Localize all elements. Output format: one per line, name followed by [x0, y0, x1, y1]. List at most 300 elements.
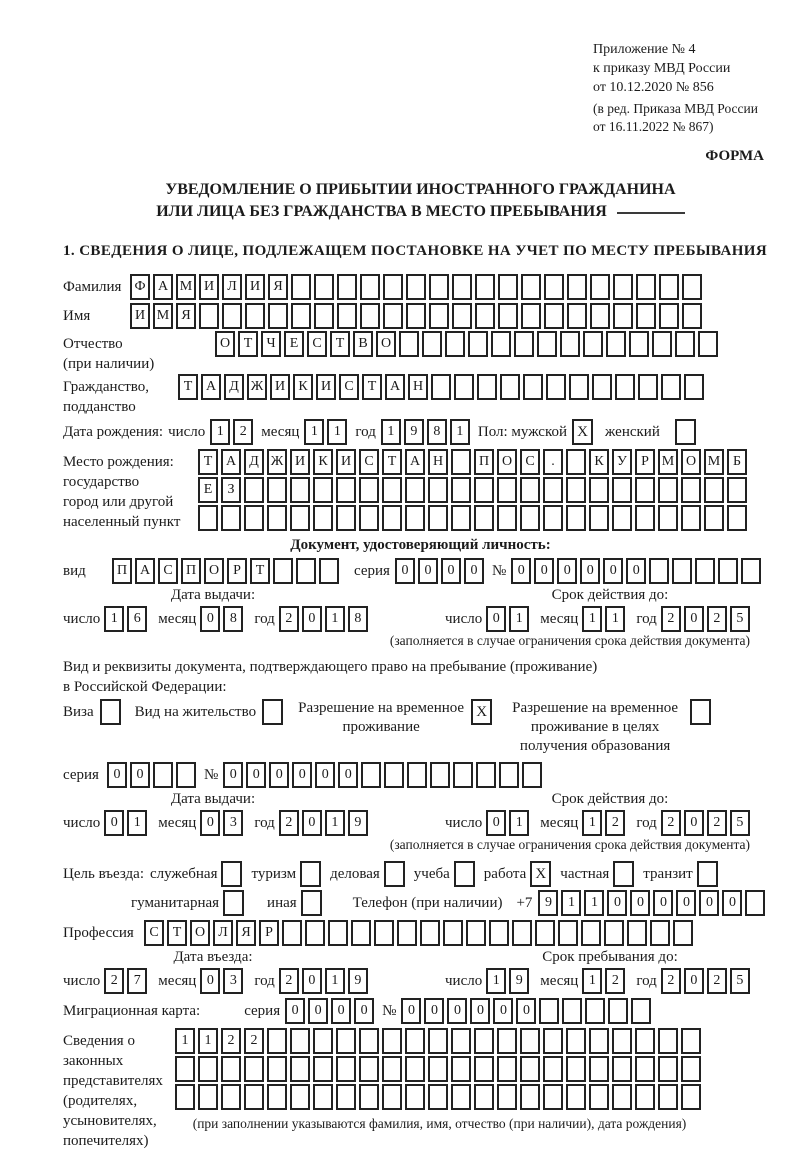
char-box[interactable]: А	[385, 374, 405, 400]
char-box[interactable]	[497, 1028, 517, 1054]
char-box[interactable]: 1	[486, 968, 506, 994]
char-box[interactable]	[468, 331, 488, 357]
char-box[interactable]	[650, 920, 670, 946]
char-box[interactable]: Е	[284, 331, 304, 357]
char-box[interactable]	[635, 1028, 655, 1054]
char-box[interactable]: М	[176, 274, 196, 300]
char-box[interactable]	[681, 505, 701, 531]
char-box[interactable]: 0	[470, 998, 490, 1024]
char-box[interactable]	[453, 762, 473, 788]
char-box[interactable]: 0	[580, 558, 600, 584]
char-box[interactable]	[659, 303, 679, 329]
char-box[interactable]: 9	[348, 968, 368, 994]
char-box[interactable]	[451, 1056, 471, 1082]
char-box[interactable]	[682, 303, 702, 329]
char-box[interactable]	[267, 1028, 287, 1054]
char-box[interactable]: С	[144, 920, 164, 946]
char-box[interactable]	[176, 762, 196, 788]
purpose-transit-checkbox[interactable]	[697, 861, 718, 887]
char-box[interactable]	[429, 274, 449, 300]
temp-residence-education-checkbox[interactable]	[690, 699, 711, 725]
char-box[interactable]	[451, 477, 471, 503]
char-box[interactable]: О	[204, 558, 224, 584]
char-box[interactable]	[589, 477, 609, 503]
char-box[interactable]: 0	[104, 810, 124, 836]
char-box[interactable]	[585, 998, 605, 1024]
char-box[interactable]: 0	[292, 762, 312, 788]
char-box[interactable]: И	[130, 303, 150, 329]
char-box[interactable]: 9	[538, 890, 558, 916]
char-box[interactable]	[359, 1084, 379, 1110]
char-box[interactable]	[489, 920, 509, 946]
char-box[interactable]	[452, 274, 472, 300]
char-box[interactable]	[658, 1084, 678, 1110]
char-box[interactable]	[244, 1056, 264, 1082]
char-box[interactable]: И	[245, 274, 265, 300]
char-box[interactable]: 0	[395, 558, 415, 584]
char-box[interactable]	[290, 1084, 310, 1110]
char-box[interactable]: О	[681, 449, 701, 475]
char-box[interactable]: У	[612, 449, 632, 475]
char-box[interactable]	[658, 1056, 678, 1082]
char-box[interactable]	[631, 998, 651, 1024]
char-box[interactable]	[475, 274, 495, 300]
char-box[interactable]: 0	[200, 968, 220, 994]
char-box[interactable]	[336, 1028, 356, 1054]
char-box[interactable]: 2	[244, 1028, 264, 1054]
char-box[interactable]	[430, 762, 450, 788]
char-box[interactable]	[612, 477, 632, 503]
char-box[interactable]: Я	[176, 303, 196, 329]
char-box[interactable]: А	[201, 374, 221, 400]
char-box[interactable]	[336, 477, 356, 503]
char-box[interactable]	[658, 1028, 678, 1054]
char-box[interactable]: 5	[730, 810, 750, 836]
char-box[interactable]	[499, 762, 519, 788]
char-box[interactable]: Н	[428, 449, 448, 475]
char-box[interactable]	[360, 303, 380, 329]
char-box[interactable]: 1	[561, 890, 581, 916]
char-box[interactable]	[383, 274, 403, 300]
char-box[interactable]	[428, 505, 448, 531]
char-box[interactable]	[592, 374, 612, 400]
char-box[interactable]: К	[293, 374, 313, 400]
char-box[interactable]	[543, 1056, 563, 1082]
char-box[interactable]: В	[353, 331, 373, 357]
char-box[interactable]	[360, 274, 380, 300]
char-box[interactable]: Т	[238, 331, 258, 357]
char-box[interactable]: 1	[198, 1028, 218, 1054]
title-blank-line[interactable]	[617, 212, 685, 214]
char-box[interactable]: Т	[167, 920, 187, 946]
char-box[interactable]: Я	[236, 920, 256, 946]
char-box[interactable]	[745, 890, 765, 916]
char-box[interactable]: Б	[727, 449, 747, 475]
char-box[interactable]	[382, 1028, 402, 1054]
char-box[interactable]	[635, 1056, 655, 1082]
purpose-official-checkbox[interactable]	[221, 861, 242, 887]
char-box[interactable]: С	[520, 449, 540, 475]
char-box[interactable]: 1	[605, 606, 625, 632]
char-box[interactable]: А	[221, 449, 241, 475]
char-box[interactable]	[245, 303, 265, 329]
char-box[interactable]: 1	[304, 419, 324, 445]
char-box[interactable]	[477, 374, 497, 400]
char-box[interactable]: 1	[381, 419, 401, 445]
char-box[interactable]: П	[181, 558, 201, 584]
char-box[interactable]	[659, 274, 679, 300]
char-box[interactable]	[608, 998, 628, 1024]
char-box[interactable]: 0	[447, 998, 467, 1024]
char-box[interactable]: Л	[222, 274, 242, 300]
char-box[interactable]: 0	[269, 762, 289, 788]
char-box[interactable]: 0	[331, 998, 351, 1024]
char-box[interactable]	[428, 1028, 448, 1054]
purpose-business-checkbox[interactable]	[384, 861, 405, 887]
char-box[interactable]: Т	[330, 331, 350, 357]
purpose-other-checkbox[interactable]	[301, 890, 322, 916]
char-box[interactable]	[267, 477, 287, 503]
char-box[interactable]: 6	[127, 606, 147, 632]
char-box[interactable]	[638, 374, 658, 400]
char-box[interactable]	[581, 920, 601, 946]
char-box[interactable]	[244, 1084, 264, 1110]
char-box[interactable]: С	[307, 331, 327, 357]
char-box[interactable]	[522, 762, 542, 788]
char-box[interactable]: М	[153, 303, 173, 329]
char-box[interactable]	[291, 274, 311, 300]
char-box[interactable]: 0	[223, 762, 243, 788]
char-box[interactable]	[567, 274, 587, 300]
char-box[interactable]: Р	[259, 920, 279, 946]
char-box[interactable]	[497, 505, 517, 531]
char-box[interactable]	[695, 558, 715, 584]
char-box[interactable]: 0	[418, 558, 438, 584]
char-box[interactable]	[359, 1028, 379, 1054]
char-box[interactable]	[612, 1084, 632, 1110]
char-box[interactable]	[498, 274, 518, 300]
char-box[interactable]	[535, 920, 555, 946]
char-box[interactable]	[406, 274, 426, 300]
char-box[interactable]: 0	[338, 762, 358, 788]
char-box[interactable]: А	[405, 449, 425, 475]
char-box[interactable]	[675, 331, 695, 357]
char-box[interactable]: 1	[509, 810, 529, 836]
char-box[interactable]: Л	[213, 920, 233, 946]
char-box[interactable]	[198, 1084, 218, 1110]
char-box[interactable]: 0	[107, 762, 127, 788]
char-box[interactable]	[290, 505, 310, 531]
char-box[interactable]	[198, 1056, 218, 1082]
char-box[interactable]	[268, 303, 288, 329]
char-box[interactable]	[314, 303, 334, 329]
char-box[interactable]: 2	[104, 968, 124, 994]
char-box[interactable]: Н	[408, 374, 428, 400]
char-box[interactable]: 0	[401, 998, 421, 1024]
char-box[interactable]	[567, 303, 587, 329]
char-box[interactable]	[314, 274, 334, 300]
char-box[interactable]: 5	[730, 606, 750, 632]
char-box[interactable]	[520, 1056, 540, 1082]
char-box[interactable]	[244, 477, 264, 503]
char-box[interactable]	[222, 303, 242, 329]
purpose-tourism-checkbox[interactable]	[300, 861, 321, 887]
char-box[interactable]	[337, 303, 357, 329]
char-box[interactable]: 0	[424, 998, 444, 1024]
char-box[interactable]	[431, 374, 451, 400]
char-box[interactable]	[562, 998, 582, 1024]
char-box[interactable]	[359, 1056, 379, 1082]
char-box[interactable]	[383, 303, 403, 329]
char-box[interactable]: 1	[104, 606, 124, 632]
char-box[interactable]: 2	[707, 606, 727, 632]
char-box[interactable]	[475, 303, 495, 329]
char-box[interactable]	[566, 1056, 586, 1082]
char-box[interactable]	[612, 1056, 632, 1082]
char-box[interactable]	[351, 920, 371, 946]
char-box[interactable]	[491, 331, 511, 357]
char-box[interactable]: И	[336, 449, 356, 475]
char-box[interactable]	[406, 303, 426, 329]
char-box[interactable]	[520, 477, 540, 503]
char-box[interactable]	[539, 998, 559, 1024]
char-box[interactable]: 0	[534, 558, 554, 584]
char-box[interactable]: 2	[707, 810, 727, 836]
char-box[interactable]	[543, 1028, 563, 1054]
char-box[interactable]: 2	[279, 968, 299, 994]
purpose-private-checkbox[interactable]	[613, 861, 634, 887]
char-box[interactable]	[512, 920, 532, 946]
char-box[interactable]	[399, 331, 419, 357]
char-box[interactable]	[497, 477, 517, 503]
char-box[interactable]	[658, 505, 678, 531]
char-box[interactable]: 2	[279, 810, 299, 836]
char-box[interactable]: М	[658, 449, 678, 475]
char-box[interactable]	[273, 558, 293, 584]
char-box[interactable]	[422, 331, 442, 357]
char-box[interactable]	[569, 374, 589, 400]
char-box[interactable]	[313, 505, 333, 531]
char-box[interactable]	[635, 477, 655, 503]
char-box[interactable]: О	[190, 920, 210, 946]
char-box[interactable]	[661, 374, 681, 400]
char-box[interactable]	[397, 920, 417, 946]
char-box[interactable]	[672, 558, 692, 584]
char-box[interactable]: Ж	[267, 449, 287, 475]
char-box[interactable]: 2	[605, 810, 625, 836]
char-box[interactable]: 0	[557, 558, 577, 584]
char-box[interactable]: 0	[684, 606, 704, 632]
char-box[interactable]: С	[359, 449, 379, 475]
char-box[interactable]: 8	[427, 419, 447, 445]
char-box[interactable]: 0	[130, 762, 150, 788]
char-box[interactable]	[589, 1028, 609, 1054]
char-box[interactable]	[727, 505, 747, 531]
char-box[interactable]: Т	[362, 374, 382, 400]
char-box[interactable]: 0	[200, 606, 220, 632]
char-box[interactable]	[649, 558, 669, 584]
char-box[interactable]	[520, 505, 540, 531]
char-box[interactable]: И	[270, 374, 290, 400]
char-box[interactable]	[198, 505, 218, 531]
char-box[interactable]: 0	[354, 998, 374, 1024]
char-box[interactable]	[290, 1056, 310, 1082]
char-box[interactable]	[267, 1084, 287, 1110]
char-box[interactable]	[451, 505, 471, 531]
char-box[interactable]	[405, 1028, 425, 1054]
char-box[interactable]	[583, 331, 603, 357]
char-box[interactable]	[382, 477, 402, 503]
char-box[interactable]	[319, 558, 339, 584]
char-box[interactable]: 0	[684, 968, 704, 994]
char-box[interactable]: 1	[210, 419, 230, 445]
char-box[interactable]	[313, 477, 333, 503]
char-box[interactable]	[382, 505, 402, 531]
char-box[interactable]	[153, 762, 173, 788]
char-box[interactable]: 2	[279, 606, 299, 632]
char-box[interactable]	[221, 505, 241, 531]
gender-male-checkbox[interactable]: X	[572, 419, 593, 445]
char-box[interactable]: 2	[707, 968, 727, 994]
char-box[interactable]: 0	[315, 762, 335, 788]
char-box[interactable]: .	[543, 449, 563, 475]
char-box[interactable]	[474, 1056, 494, 1082]
char-box[interactable]	[336, 505, 356, 531]
visa-checkbox[interactable]	[100, 699, 121, 725]
char-box[interactable]	[543, 477, 563, 503]
char-box[interactable]: 0	[200, 810, 220, 836]
char-box[interactable]	[558, 920, 578, 946]
char-box[interactable]: С	[339, 374, 359, 400]
char-box[interactable]: 3	[223, 968, 243, 994]
char-box[interactable]	[590, 303, 610, 329]
char-box[interactable]	[474, 1084, 494, 1110]
char-box[interactable]	[652, 331, 672, 357]
char-box[interactable]	[328, 920, 348, 946]
char-box[interactable]	[336, 1084, 356, 1110]
char-box[interactable]	[612, 505, 632, 531]
char-box[interactable]	[566, 1028, 586, 1054]
char-box[interactable]	[727, 477, 747, 503]
char-box[interactable]: 0	[302, 968, 322, 994]
char-box[interactable]	[428, 1056, 448, 1082]
char-box[interactable]: 0	[308, 998, 328, 1024]
char-box[interactable]	[405, 1084, 425, 1110]
char-box[interactable]	[704, 505, 724, 531]
char-box[interactable]: Ч	[261, 331, 281, 357]
char-box[interactable]: 1	[582, 810, 602, 836]
char-box[interactable]	[405, 1056, 425, 1082]
char-box[interactable]	[466, 920, 486, 946]
char-box[interactable]: 0	[653, 890, 673, 916]
char-box[interactable]	[361, 762, 381, 788]
purpose-humanitarian-checkbox[interactable]	[223, 890, 244, 916]
char-box[interactable]	[604, 920, 624, 946]
char-box[interactable]	[382, 1084, 402, 1110]
char-box[interactable]	[384, 762, 404, 788]
char-box[interactable]: О	[215, 331, 235, 357]
char-box[interactable]: 0	[511, 558, 531, 584]
char-box[interactable]	[543, 1084, 563, 1110]
char-box[interactable]	[374, 920, 394, 946]
char-box[interactable]	[474, 1028, 494, 1054]
char-box[interactable]	[474, 505, 494, 531]
char-box[interactable]	[566, 477, 586, 503]
char-box[interactable]	[681, 1056, 701, 1082]
char-box[interactable]	[546, 374, 566, 400]
char-box[interactable]	[718, 558, 738, 584]
char-box[interactable]: А	[153, 274, 173, 300]
char-box[interactable]: Т	[382, 449, 402, 475]
char-box[interactable]: 1	[509, 606, 529, 632]
char-box[interactable]: 0	[607, 890, 627, 916]
char-box[interactable]	[282, 920, 302, 946]
char-box[interactable]	[451, 449, 471, 475]
char-box[interactable]: 8	[223, 606, 243, 632]
char-box[interactable]: Т	[178, 374, 198, 400]
char-box[interactable]: 9	[348, 810, 368, 836]
char-box[interactable]: 0	[441, 558, 461, 584]
char-box[interactable]	[267, 1056, 287, 1082]
char-box[interactable]	[420, 920, 440, 946]
char-box[interactable]: 0	[516, 998, 536, 1024]
char-box[interactable]	[698, 331, 718, 357]
char-box[interactable]	[451, 1028, 471, 1054]
char-box[interactable]	[636, 303, 656, 329]
char-box[interactable]: 1	[582, 968, 602, 994]
char-box[interactable]	[589, 1084, 609, 1110]
char-box[interactable]	[673, 920, 693, 946]
char-box[interactable]: Т	[250, 558, 270, 584]
char-box[interactable]: 0	[464, 558, 484, 584]
char-box[interactable]	[313, 1056, 333, 1082]
char-box[interactable]	[566, 449, 586, 475]
char-box[interactable]	[537, 331, 557, 357]
char-box[interactable]	[613, 303, 633, 329]
temp-residence-checkbox[interactable]: X	[471, 699, 492, 725]
char-box[interactable]	[589, 505, 609, 531]
char-box[interactable]: 1	[327, 419, 347, 445]
char-box[interactable]	[445, 331, 465, 357]
char-box[interactable]	[313, 1084, 333, 1110]
char-box[interactable]: 2	[605, 968, 625, 994]
char-box[interactable]	[544, 274, 564, 300]
char-box[interactable]: И	[290, 449, 310, 475]
char-box[interactable]	[221, 1056, 241, 1082]
char-box[interactable]	[681, 1028, 701, 1054]
char-box[interactable]	[454, 374, 474, 400]
char-box[interactable]	[452, 303, 472, 329]
char-box[interactable]	[221, 1084, 241, 1110]
char-box[interactable]: И	[316, 374, 336, 400]
char-box[interactable]: 9	[404, 419, 424, 445]
char-box[interactable]	[636, 274, 656, 300]
char-box[interactable]: С	[158, 558, 178, 584]
char-box[interactable]	[290, 1028, 310, 1054]
char-box[interactable]: 9	[509, 968, 529, 994]
char-box[interactable]	[658, 477, 678, 503]
char-box[interactable]: М	[704, 449, 724, 475]
char-box[interactable]	[615, 374, 635, 400]
char-box[interactable]: 1	[325, 606, 345, 632]
char-box[interactable]	[681, 477, 701, 503]
char-box[interactable]: 0	[285, 998, 305, 1024]
char-box[interactable]	[359, 505, 379, 531]
char-box[interactable]: Ж	[247, 374, 267, 400]
char-box[interactable]	[520, 1084, 540, 1110]
char-box[interactable]: 1	[175, 1028, 195, 1054]
char-box[interactable]: 1	[325, 810, 345, 836]
